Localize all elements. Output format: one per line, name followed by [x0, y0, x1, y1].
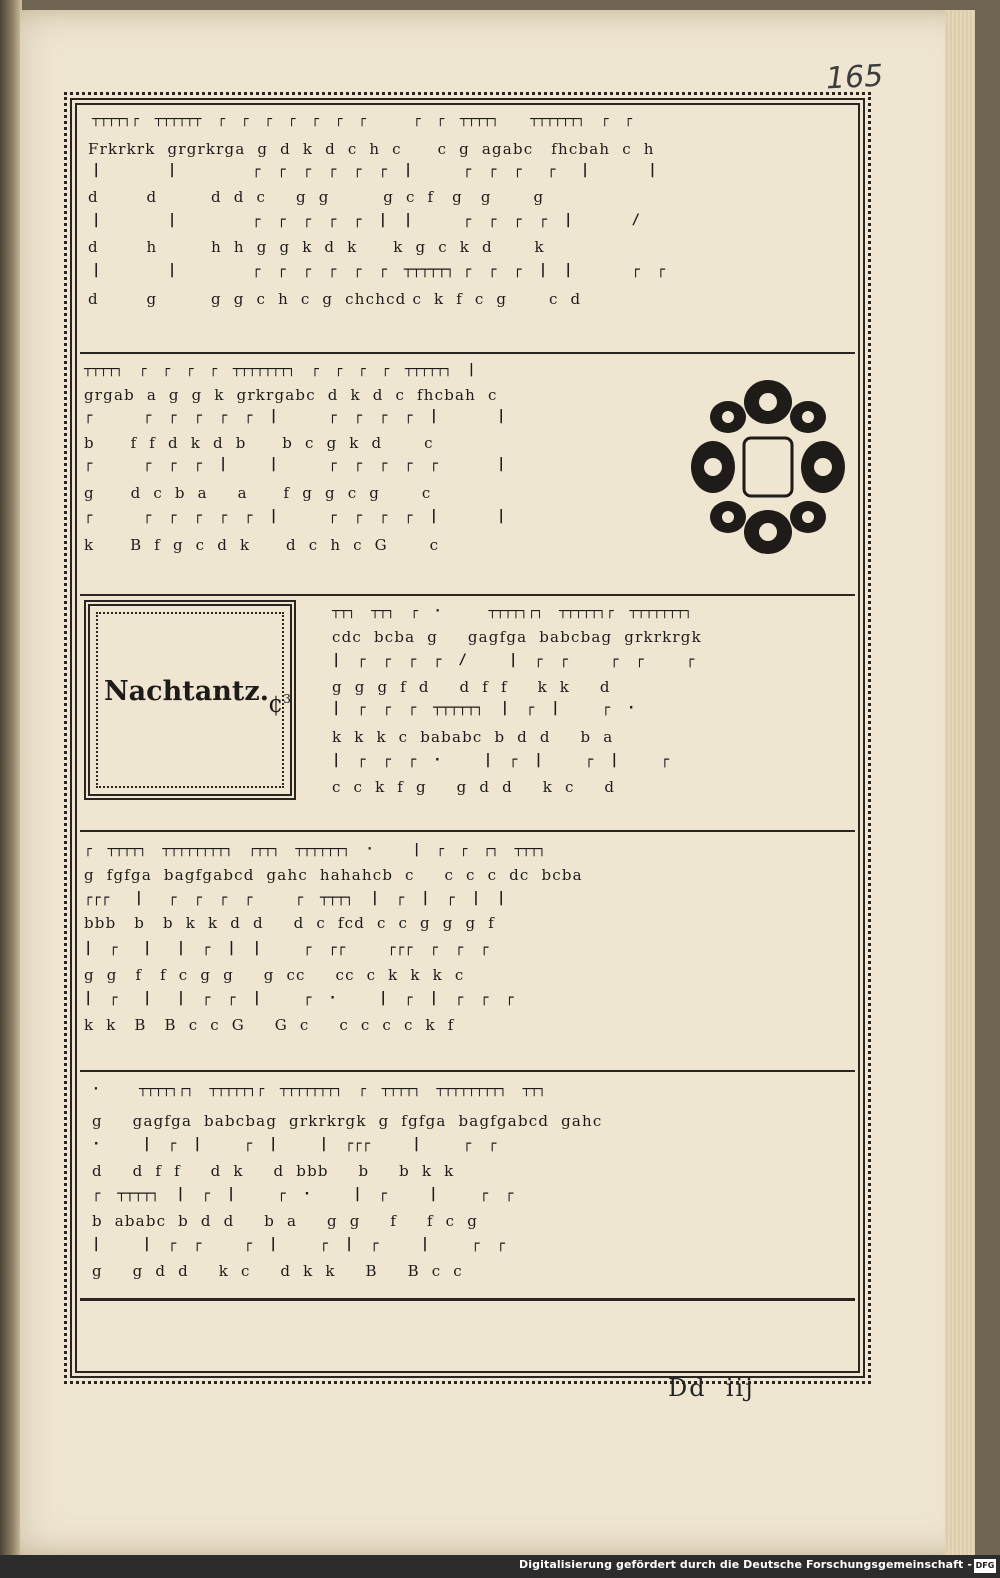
tab-row: b ababc b d d b a g g f f c g [92, 1212, 479, 1230]
tab-row: cdc bcba g gagfga babcbag grkrkrgk [332, 628, 702, 646]
stems: ┌ ┌ ┌ ┌ | | ┌ ┌ ┌ ┌ ┌ | [84, 456, 506, 472]
tab-row: g gagfga babcbag grkrkrgk g fgfga bagfgabcd gahc [92, 1112, 603, 1130]
printers-ornament [688, 372, 848, 562]
stems: | ┌ ┌ ┌ · | ┌ | ┌ | ┌ [332, 752, 670, 768]
tab-row: g fgfga bagfgabcd gahc hahahcb c c c c dc bcba [84, 866, 583, 884]
rhythm-flags: ┬┬┬┬┐ ┌ ┌ ┌ ┌ ┬┬┬┬┬┬┬┐ ┌ ┌ ┌ ┌ ┬┬┬┬┬┐ | [84, 362, 476, 377]
tab-row: k k k c bababc b d d b a [332, 728, 614, 746]
digitization-credit: Digitalisierung gefördert durch die Deutsche Forschungsgemeinschaft - [519, 1558, 972, 1571]
rhythm-flags: ┬┬┐ ┬┬┐ ┌ · ┬┬┬┬┐┌┐ ┬┬┬┬┬┐┌ ┬┬┬┬┬┬┬┐ [332, 604, 693, 619]
stems: | | ┌ ┌ ┌ ┌ ┌ ┌ ┬┬┬┬┬┐ ┌ ┌ ┌ | | ┌ ┌ [92, 262, 666, 278]
dance-title: Nachtantz. [104, 676, 270, 707]
meter-sign [268, 690, 291, 718]
tab-row: k B f g c d k d c h c G c [84, 536, 440, 554]
stems: | | ┌ ┌ ┌ ┌ ┌ | | ┌ ┌ ┌ ┌ | / [92, 212, 640, 228]
stems: | ┌ | | ┌ ┌ | ┌ · | ┌ | ┌ ┌ ┌ [84, 990, 514, 1006]
tab-row: g g d d k c d k k B B c c [92, 1262, 463, 1280]
rhythm-flags: ┌ ┬┬┬┬┐ ┬┬┬┬┬┬┬┬┐ ┌┬┬┐ ┬┬┬┬┬┬┐ · | ┌ ┌ ┌┐ ┬┬┬┐ [84, 842, 546, 857]
tab-row: d d d d c g g g c f g g g [88, 188, 545, 206]
tab-row: d g g g c h c g chchcd c k f c g c d [88, 290, 582, 308]
tab-row: bbb b b k k d d d c fcd c c g g g f [84, 914, 495, 932]
tab-row: g g g f d d f f k k d [332, 678, 611, 696]
tab-row: d h h h g g k d k k g c k d k [88, 238, 545, 256]
page-edges [945, 10, 975, 1555]
tab-row: g g f f c g g g cc cc c k k k c [84, 966, 465, 984]
tab-row: grgab a g g k grkrgabc d k d c fhcbah c [84, 386, 498, 404]
tab-row: b f f d k d b b c g k d c [84, 434, 434, 452]
system-rule [80, 1070, 855, 1072]
system-rule [80, 830, 855, 832]
stems: | ┌ ┌ ┌ ┌ / | ┌ ┌ ┌ ┌ ┌ [332, 652, 695, 668]
system-rule [80, 594, 855, 596]
dfg-logo: DFG [974, 1559, 996, 1573]
stems: · | ┌ | ┌ | | ┌┌┌ | ┌ ┌ [92, 1136, 497, 1152]
stems: ┌ ┌ ┌ ┌ ┌ ┌ | ┌ ┌ ┌ ┌ | | [84, 508, 506, 524]
stems: ┌ ┌ ┌ ┌ ┌ ┌ | ┌ ┌ ┌ ┌ | | [84, 408, 506, 424]
tab-row: Frkrkrk grgrkrga g d k d c h c c g agabc fhcbah c h [88, 140, 655, 158]
meter-number: 3 [283, 692, 291, 706]
rhythm-flags: ┬┬┬┬┐┌ ┬┬┬┬┬┬ ┌ ┌ ┌ ┌ ┌ ┌ ┌ ┌ ┌ ┬┬┬┬┐ ┬┬┬┬┬┬┐ ┌ ┌ [92, 112, 633, 127]
tab-row: c c k f g g d d k c d [332, 778, 616, 796]
stems: | | ┌ ┌ ┌ | ┌ | ┌ | ┌ ┌ [92, 1236, 506, 1252]
system-rule [80, 352, 855, 354]
tab-row: g d c b a a f g g c g c [84, 484, 432, 502]
folio-number: 165 [825, 58, 885, 97]
book-binding-edge [0, 0, 22, 1578]
rhythm-flags: · ┬┬┬┬┐┌┐ ┬┬┬┬┬┐┌ ┬┬┬┬┬┬┬┐ ┌ ┬┬┬┬┐ ┬┬┬┬┬┬┬┬┐ ┬┬┐ [92, 1082, 546, 1097]
meter-symbol: ¢ [268, 690, 284, 718]
stems: | ┌ | | ┌ | | ┌ ┌┌ ┌┌┌ ┌ ┌ ┌ [84, 940, 489, 956]
system-rule [80, 1298, 855, 1301]
tab-row: k k B B c c G G c c c c c k f [84, 1016, 455, 1034]
signature-mark: Dd iij [668, 1374, 755, 1402]
tab-row: d d f f d k d bbb b b k k [92, 1162, 455, 1180]
stems: ┌┌┌ | ┌ ┌ ┌ ┌ ┌ ┬┬┬┐ | ┌ | ┌ | | [84, 890, 506, 906]
stems: | ┌ ┌ ┌ ┬┬┬┬┬┐ | ┌ | ┌ · [332, 700, 636, 716]
stems: | | ┌ ┌ ┌ ┌ ┌ ┌ | ┌ ┌ ┌ ┌ | | [92, 162, 657, 178]
stems: ┌ ┬┬┬┬┐ | ┌ | ┌ · | ┌ | ┌ ┌ [92, 1186, 514, 1202]
